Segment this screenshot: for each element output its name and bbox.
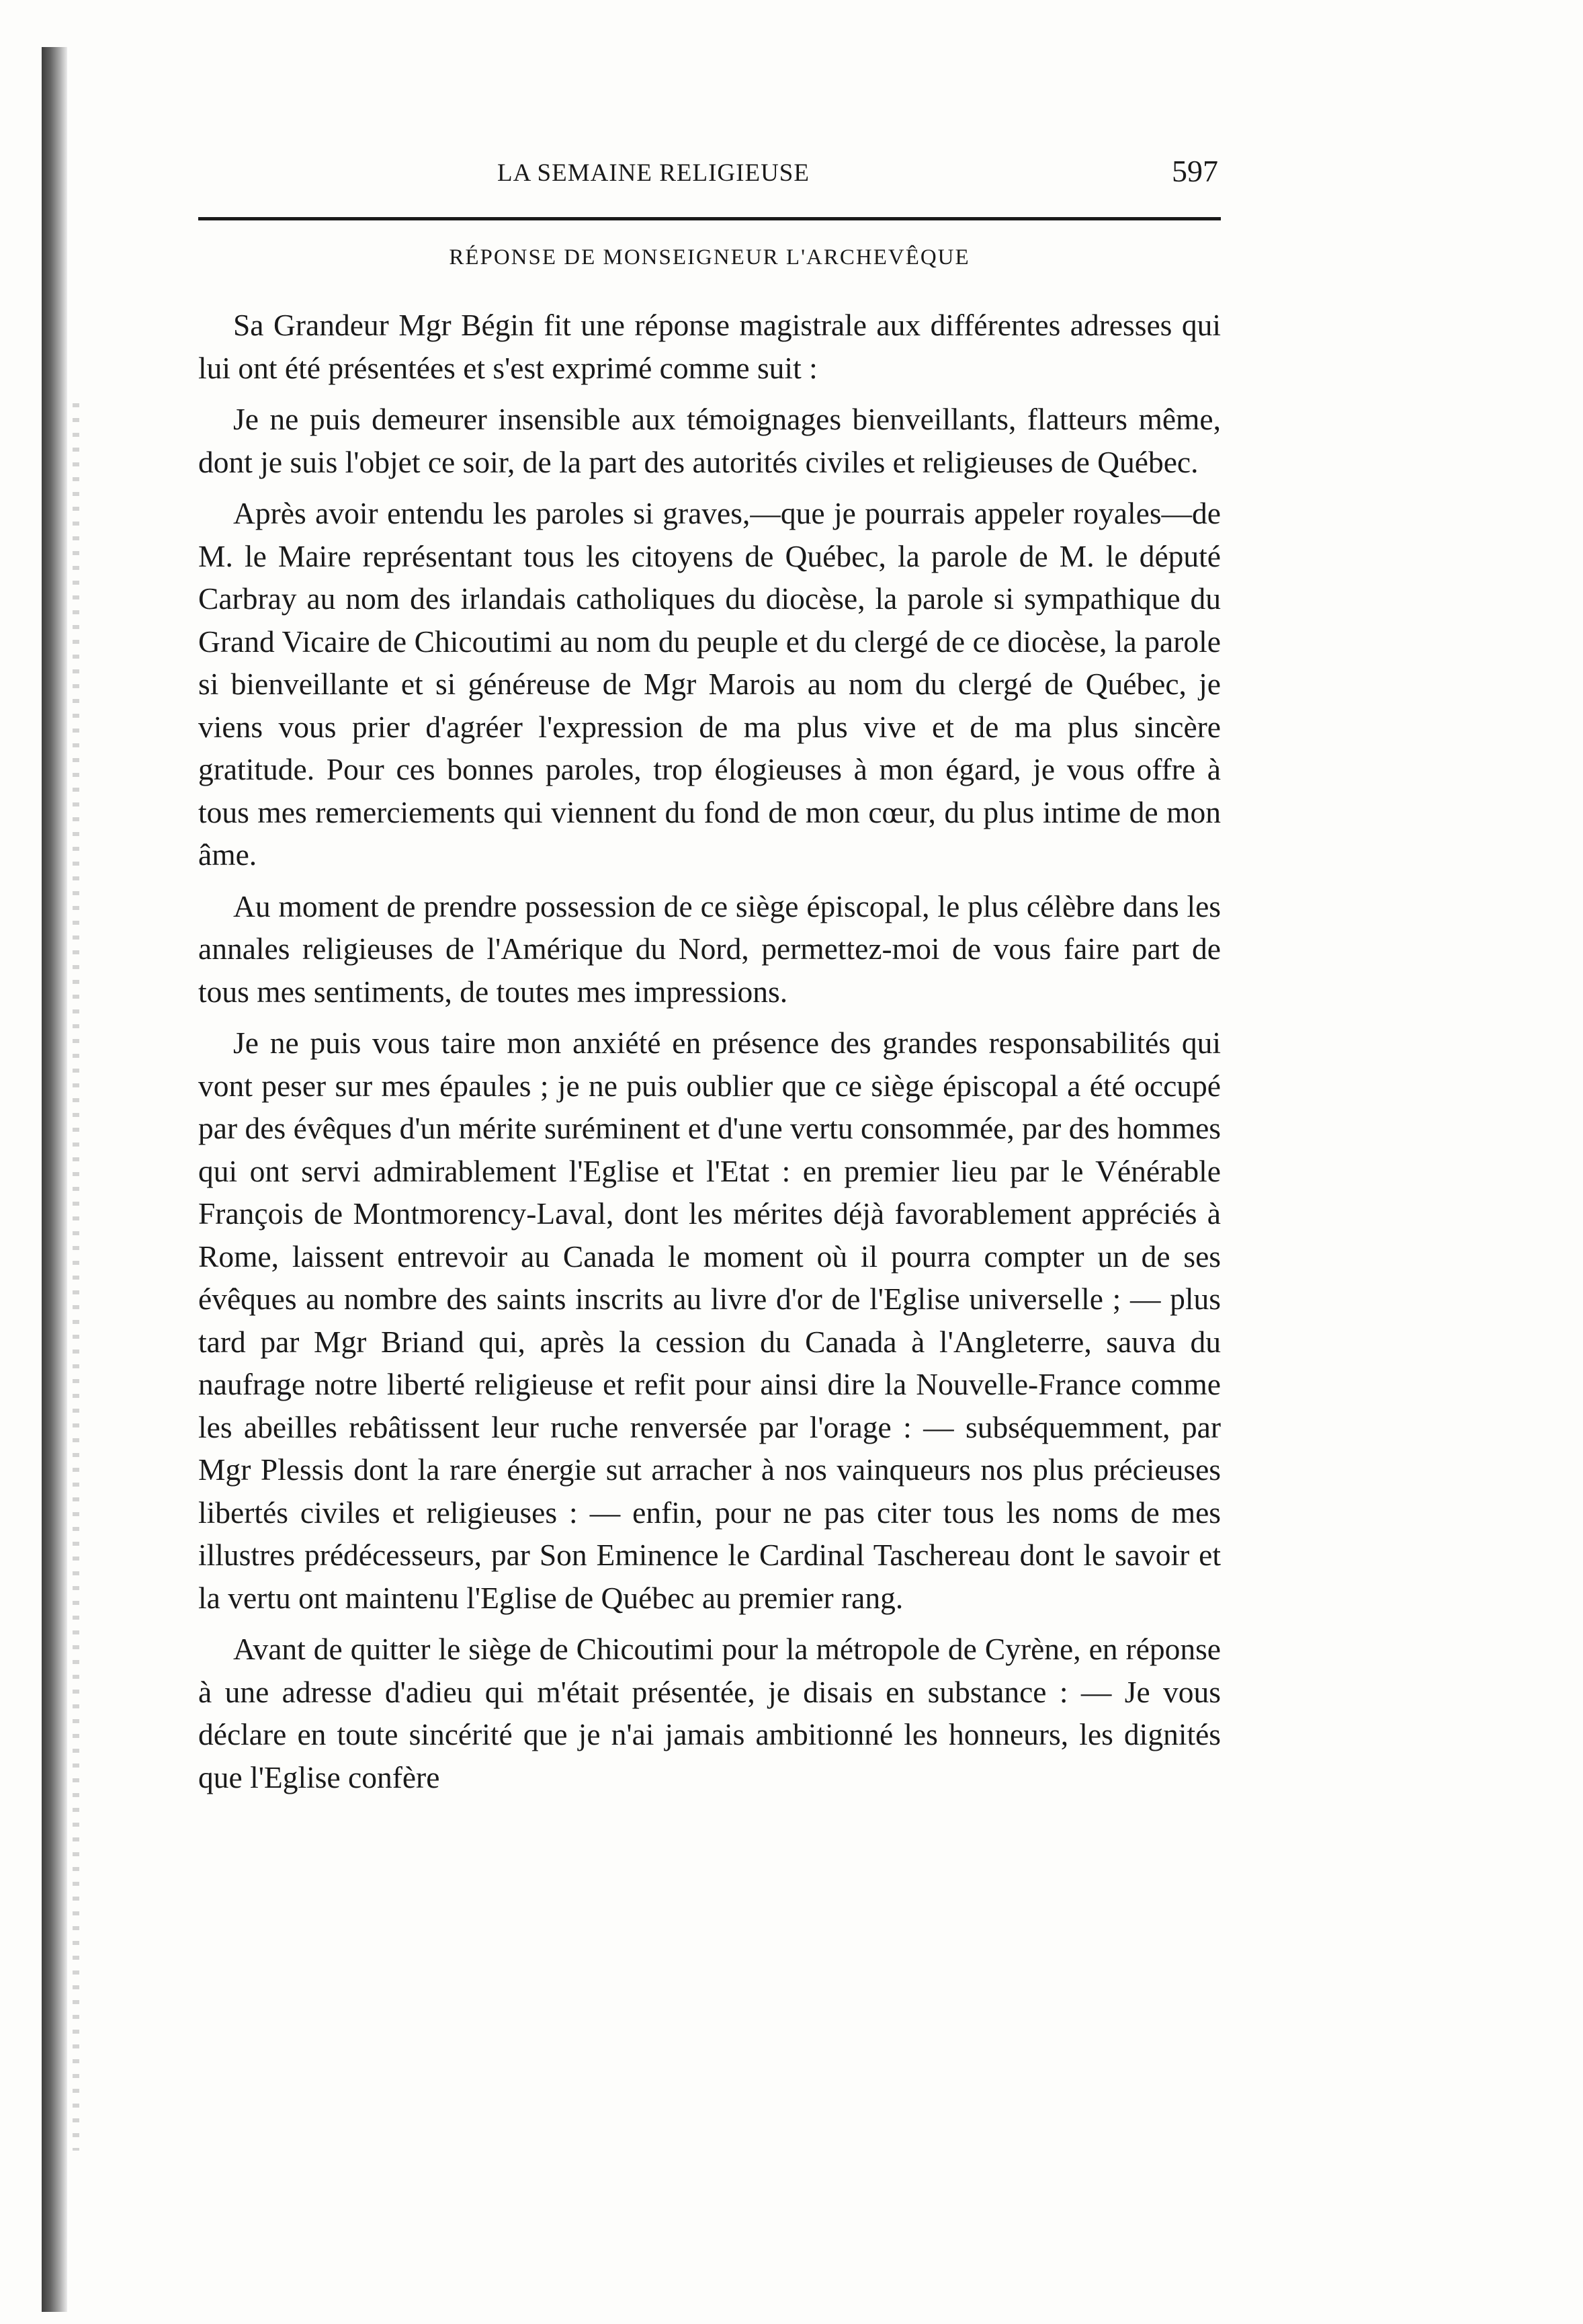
binding-shadow — [42, 47, 67, 2312]
page-header — [198, 153, 1220, 200]
body-text — [198, 304, 1221, 1807]
running-title: LA SEMAINE RELIGIEUSE — [497, 159, 810, 187]
header-rule — [198, 217, 1221, 220]
paragraph: Sa Grandeur Mgr Bégin fit une réponse magistrale aux différentes adresses qui lui ont été présentées et s'est exprimé comme suit : — [198, 308, 1221, 385]
paragraph: Après avoir entendu les paroles si graves,—que je pourrais appeler royales—de M. le Maire représentant tous les citoyens de Québec, la parole de M. le député Carbray au nom des irlandais catholiques du diocèse, la parole si sympathique du Grand Vicaire de Chicoutimi au nom du peuple et du clergé de ce diocèse, la parole si bienveillante et si généreuse de Mgr Marois au nom du clergé de Québec, je viens vous prier d'agréer l'expression de ma plus vive et de ma plus sincère gratitude. Pour ces bonnes paroles, trop élogieuses à mon égard, je vous offre à tous mes remerciements qui viennent du fond de mon cœur, du plus intime de mon âme. — [198, 496, 1221, 872]
section-title: RÉPONSE DE MONSEIGNEUR L'ARCHEVÊQUE — [449, 245, 970, 269]
paragraph: Au moment de prendre possession de ce siège épiscopal, le plus célèbre dans les annales religieuses de l'Amérique du Nord, permettez-moi de vous faire part de tous mes sentiments, de toutes mes impressions. — [198, 888, 1221, 1009]
paragraph: Avant de quitter le siège de Chicoutimi pour la métropole de Cyrène, en réponse à une adresse d'adieu qui m'était présentée, je disais en substance : — Je vous déclare en toute sincérité que je n'ai jamais ambitionné les honneurs, les dignités que l'Eglise confère — [198, 1632, 1221, 1794]
paragraph: Je ne puis demeurer insensible aux témoignages bienveillants, flatteurs même, dont je suis l'objet ce soir, de la part des autorités civiles et religieuses de Québec. — [198, 402, 1221, 479]
binding-texture — [73, 403, 79, 2151]
paragraph: Je ne puis vous taire mon anxiété en présence des grandes responsabilités qui vont peser sur mes épaules ; je ne puis oublier que ce siège épiscopal a été occupé par des évêques d'un mérite suréminent et d'une vertu consommée, par des hommes qui ont servi admirablement l'Eglise et l'Etat : en premier lieu par le Vénérable François de Montmorency-Laval, dont les mérites déjà favorablement appréciés à Rome, laissent entrevoir au Canada le moment où il pourra compter un de ses évêques au nombre des saints inscrits au livre d'or de l'Eglise universelle ; — plus tard par Mgr Briand qui, après la cession du Canada à l'Angleterre, sauva du naufrage notre liberté religieuse et refit pour ainsi dire la Nouvelle-France comme les abeilles rebâtissent leur ruche renversée par l'orage : — subséquemment, par Mgr Plessis dont la rare énergie sut arracher à nos vainqueurs nos plus précieuses libertés civiles et religieuses : — enfin, pour ne pas citer tous les noms de mes illustres prédécesseurs, par Son Eminence le Cardinal Taschereau dont le savoir et la vertu ont maintenu l'Eglise de Québec au premier rang. — [198, 1026, 1221, 1615]
page-number: 597 — [1172, 154, 1218, 188]
